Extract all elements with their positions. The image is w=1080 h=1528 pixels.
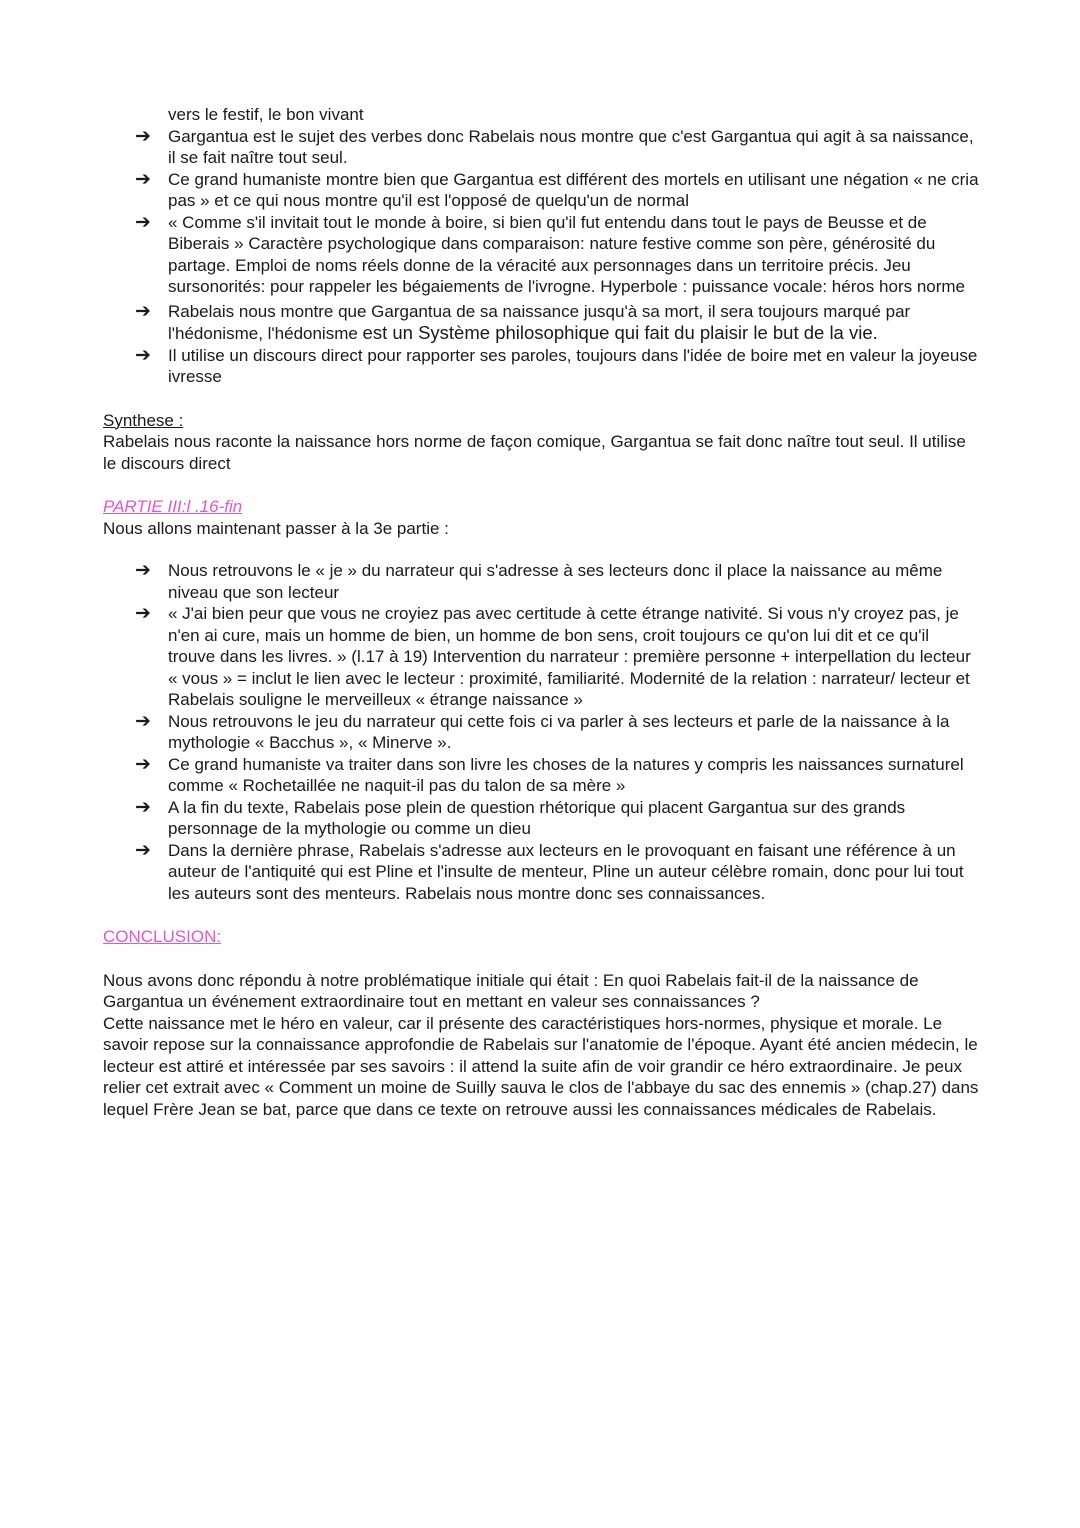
- list-item: [103, 797, 980, 840]
- bullet-text: Dans la dernière phrase, Rabelais s'adresse aux lecteurs en le provoquant en faisant une référence à un auteur de l'antiquité qui est Pline et l'insulte de menteur, Pline un auteur célèbre romain, donc pour lui tout les auteurs sont des menteurs. Rabelais nous montre donc ses connaissances.: [168, 840, 964, 903]
- bullet-text: Ce grand humaniste montre bien que Gargantua est différent des mortels en utilisant une négation « ne cria pas » et ce qui nous montre qu'il est l'opposé de quelqu'un de normal: [168, 169, 979, 210]
- list-item: [103, 603, 980, 711]
- arrow-icon: ➔: [135, 299, 151, 322]
- list-item: [103, 126, 980, 169]
- arrow-icon: ➔: [135, 559, 151, 581]
- arrow-icon: ➔: [135, 838, 151, 861]
- list-item: [103, 212, 980, 298]
- bullet-text: « Comme s'il invitait tout le monde à boire, si bien qu'il fut entendu dans tout le pays de Beusse et de Biberais » Caractère psychologique dans comparaison: nature festive comme son père, générosité du partage. Emploi de noms réels donne de la véracité aux personnages dans un territoire précis. Jeu sursonorités: pour rappeler les bégaiements de l'ivrogne. Hyperbole : puissance vocale: héros hors norme: [168, 212, 966, 296]
- part3-title: PARTIE III:l .16-fin: [103, 497, 243, 516]
- list-item: [103, 345, 980, 388]
- conclusion-paragraph-1: Nous avons donc répondu à notre problématique initiale qui était : En quoi Rabelais fait-il de la naissance de Gargantua un événement extraordinaire tout en mettant en valeur ses connaissances ?: [103, 970, 919, 1011]
- bullet-text: Rabelais nous montre que Gargantua de sa naissance jusqu'à sa mort, il sera toujours marqué par l'hédonisme, l'hédonisme: [168, 301, 911, 343]
- conclusion-title: CONCLUSION:: [103, 927, 222, 946]
- bullet-text: « J'ai bien peur que vous ne croyiez pas avec certitude à cette étrange nativité. Si vous n'y croyez pas, je n'en ai cure, mais un homme de bien, un homme de bon sens, croit toujours ce qu'on lui dit et ce qu'il trouve dans les livres. » (l.17 à 19) Intervention du narrateur : première personne + interpellation du lecteur « vous » = inclut le lien avec le lecteur : proximité, familiarité. Modernité de la relation : narrateur/ lecteur et Rabelais souligne le merveilleux « étrange naissance »: [168, 604, 971, 709]
- list-item: [103, 560, 980, 603]
- list-item: [103, 754, 980, 797]
- list-item: [103, 840, 980, 905]
- spacer: [103, 904, 980, 926]
- list-item: [103, 711, 980, 754]
- arrow-icon: ➔: [135, 343, 151, 366]
- spacer: [103, 388, 980, 410]
- bullet-text: Nous retrouvons le jeu du narrateur qui cette fois ci va parler à ses lecteurs et parle de la naissance à la mythologie « Bacchus », « Minerve ».: [168, 711, 950, 752]
- bullet-text: Il utilise un discours direct pour rapporter ses paroles, toujours dans l'idée de boire met en valeur la joyeuse ivresse: [168, 345, 978, 386]
- part3-bullet-list: [103, 560, 980, 904]
- arrow-icon: ➔: [135, 167, 151, 190]
- synthese-title: Synthese :: [103, 410, 184, 430]
- list-item: [103, 301, 980, 345]
- arrow-icon: ➔: [135, 602, 151, 624]
- bullet-text: Gargantua est le sujet des verbes donc Rabelais nous montre que c'est Gargantua qui agit à sa naissance, il se fait naître tout seul.: [168, 126, 974, 167]
- arrow-icon: ➔: [135, 124, 151, 147]
- part2-bullet-list: [103, 126, 980, 388]
- conclusion-paragraph-2: Cette naissance met le héro en valeur, car il présente des caractéristiques hors-normes, physique et morale. Le savoir repose sur la connaissance approfondie de Rabelais sur l'anatomie de l'époque. Ayant été ancien médecin, le lecteur est attiré et intéressée par ses savoirs : il attend la suite afin de voir grandir ce héro extraordinaire. Je peux relier cet extrait avec « Comment un moine de Suilly sauva le clos de l'abbaye du sac des ennemis » (chap.27) dans lequel Frère Jean se bat, parce que dans ce texte on retrouve aussi les connaissances médicales de Rabelais.: [103, 1013, 979, 1119]
- bullet-text: A la fin du texte, Rabelais pose plein de question rhétorique qui placent Gargantua sur des grands personnage de la mythologie ou comme un dieu: [168, 797, 906, 838]
- part2-continuation: vers le festif, le bon vivant: [168, 105, 364, 124]
- bullet-text: Nous retrouvons le « je » du narrateur qui s'adresse à ses lecteurs donc il place la naissance au même niveau que son lecteur: [168, 561, 943, 602]
- arrow-icon: ➔: [135, 210, 151, 233]
- part3-intro: Nous allons maintenant passer à la 3e partie :: [103, 518, 449, 538]
- arrow-icon: ➔: [135, 795, 151, 818]
- spacer: [103, 948, 980, 970]
- bullet-text: Ce grand humaniste va traiter dans son livre les choses de la natures y compris les naissances surnaturel comme « Rochetaillée ne naquit-il pas du talon de sa mère »: [168, 754, 964, 795]
- arrow-icon: ➔: [135, 709, 151, 732]
- list-item: [103, 169, 980, 212]
- synthese-body: Rabelais nous raconte la naissance hors norme de façon comique, Gargantua se fait donc naître tout seul. Il utilise le discours direct: [103, 432, 966, 473]
- arrow-icon: ➔: [135, 752, 151, 775]
- spacer: [103, 474, 980, 496]
- bullet-emphasis: est un Système philosophique qui fait du plaisir le but de la vie.: [362, 322, 878, 343]
